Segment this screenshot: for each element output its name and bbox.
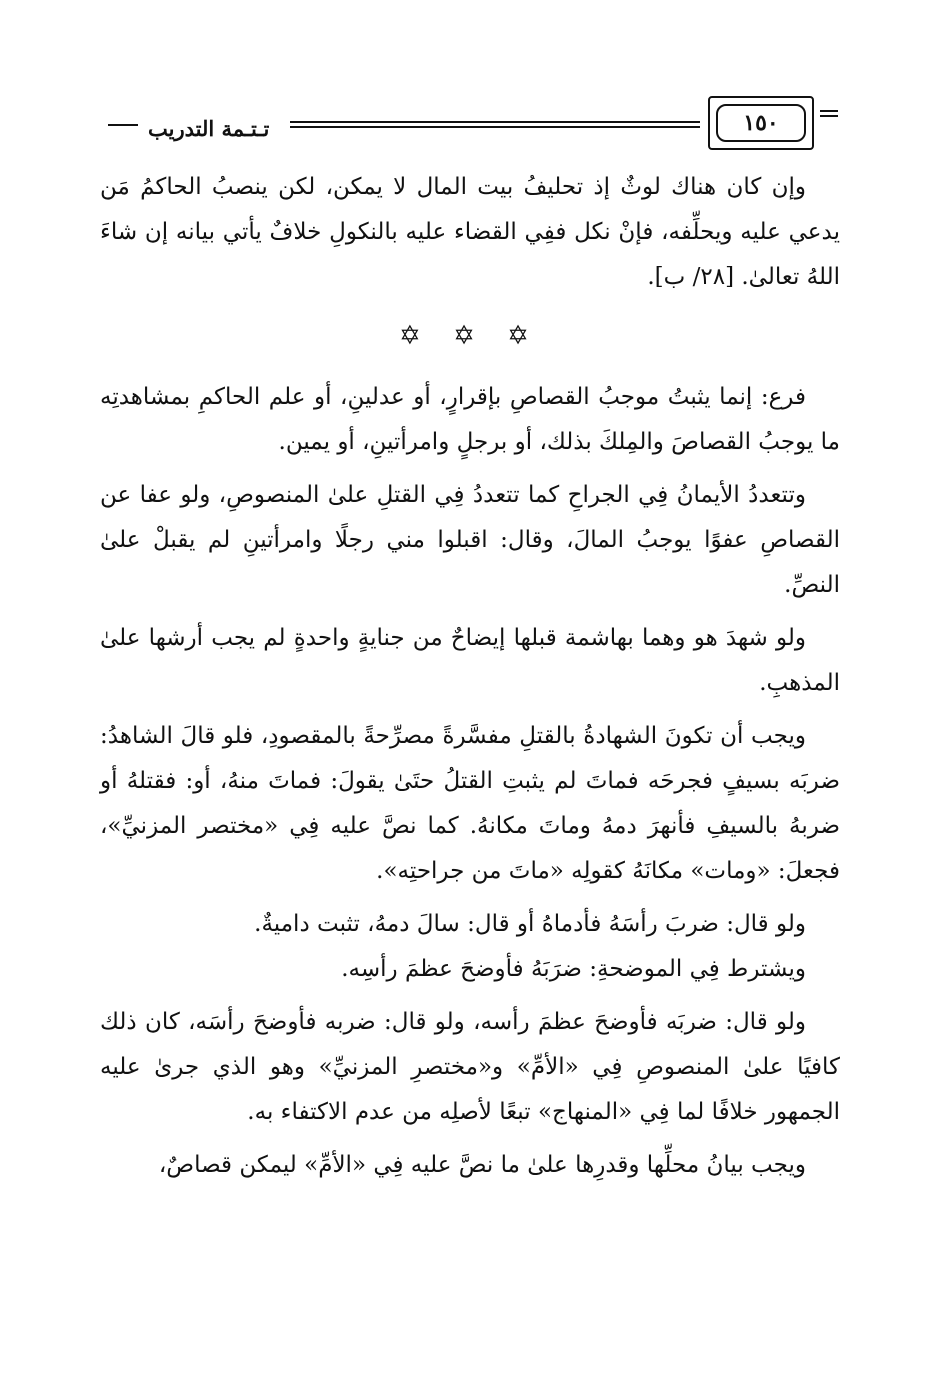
page-header [108, 94, 838, 158]
paragraph-2: فرع: إنما يثبتُ موجبُ القصاصِ بإقرارٍ، أو عدلينِ، أو علم الحاكمِ بمشاهدتِه ما يوجبُ القصاصَ والمِلكَ بذلك، أو برجلٍ وامرأتينِ، أو يمين. [100, 384, 840, 455]
header-rule-short [108, 124, 138, 126]
paragraph-6: ولو قال: ضربَ رأسَهُ فأدماهُ أو قال: سالَ دمهُ، تثبت داميةٌ. [254, 911, 806, 937]
header-rule-long [290, 121, 700, 128]
body-text [100, 165, 840, 1196]
page-number: ١٥٠ [716, 104, 806, 142]
paragraph-9: ويجب بيانُ محلِّها وقدرِها علىٰ ما نصَّ عليه فِي «الأمِّ» ليمكن قصاصٌ، [158, 1152, 806, 1178]
paragraph-4: ولو شهدَ هو وهما بهاشمة قبلها إيضاحٌ من جنايةٍ واحدةٍ لم يجب أرشها علىٰ المذهبِ. [100, 625, 840, 696]
paragraph-8: ولو قال: ضربَه فأوضحَ عظمَ رأسه، ولو قال: ضربه فأوضحَ رأسَه، كان ذلك كافيًا علىٰ المنصوصِ فِي «الأمِّ» و«مختصرِ المزنيِّ» وهو الذي جرىٰ عليه الجمهور خلافًا لما فِي «المنهاج» تبعًا لأصلِه من عدم الاكتفاء به. [100, 1009, 840, 1125]
running-title: تـتـمة التدريب [148, 116, 270, 141]
page-number-frame [708, 96, 814, 150]
paragraph-3: وتتعددُ الأيمانُ فِي الجراحِ كما تتعددُ فِي القتلِ علىٰ المنصوصِ، ولو عفا عن القصاصِ عفوًا يوجبُ المالَ، وقال: اقبلوا مني رجلًا وامرأتينِ لم يقبلْ علىٰ النصِّ. [100, 482, 840, 598]
paragraph-7: ويشترط فِي الموضحةِ: ضرَبَهُ فأوضحَ عظمَ رأسِه. [341, 956, 806, 982]
paragraph-1: وإن كان هناك لوثٌ إذ تحليفُ بيت المال لا يمكن، لكن ينصبُ الحاكمُ مَن يدعي عليه ويحلِّفه، فإنْ نكل ففِي القضاء عليه بالنكولِ خلافٌ يأتي بيانه إن شاءَ اللهُ تعالىٰ. [٢٨/ ب]. [100, 174, 840, 290]
header-rule-right [820, 110, 838, 117]
section-ornament: ✡ ✡ ✡ [399, 321, 541, 351]
paragraph-5: ويجب أن تكونَ الشهادةُ بالقتلِ مفسَّرةً مصرِّحةً بالمقصودِ، فلو قالَ الشاهدُ: ضربَه بسيفٍ فجرحَه فماتَ لم يثبتِ القتلُ حتَىٰ يقولَ: فماتَ منهُ، أو: فقتلهُ أو ضربهُ بالسيفِ فأنهرَ دمهُ وماتَ مكانهُ. كما نصَّ عليه فِي «مختصر المزنيِّ»، فجعلَ: «ومات» مكانَهُ كقولِه «ماتَ من جراحتِه». [100, 723, 840, 884]
